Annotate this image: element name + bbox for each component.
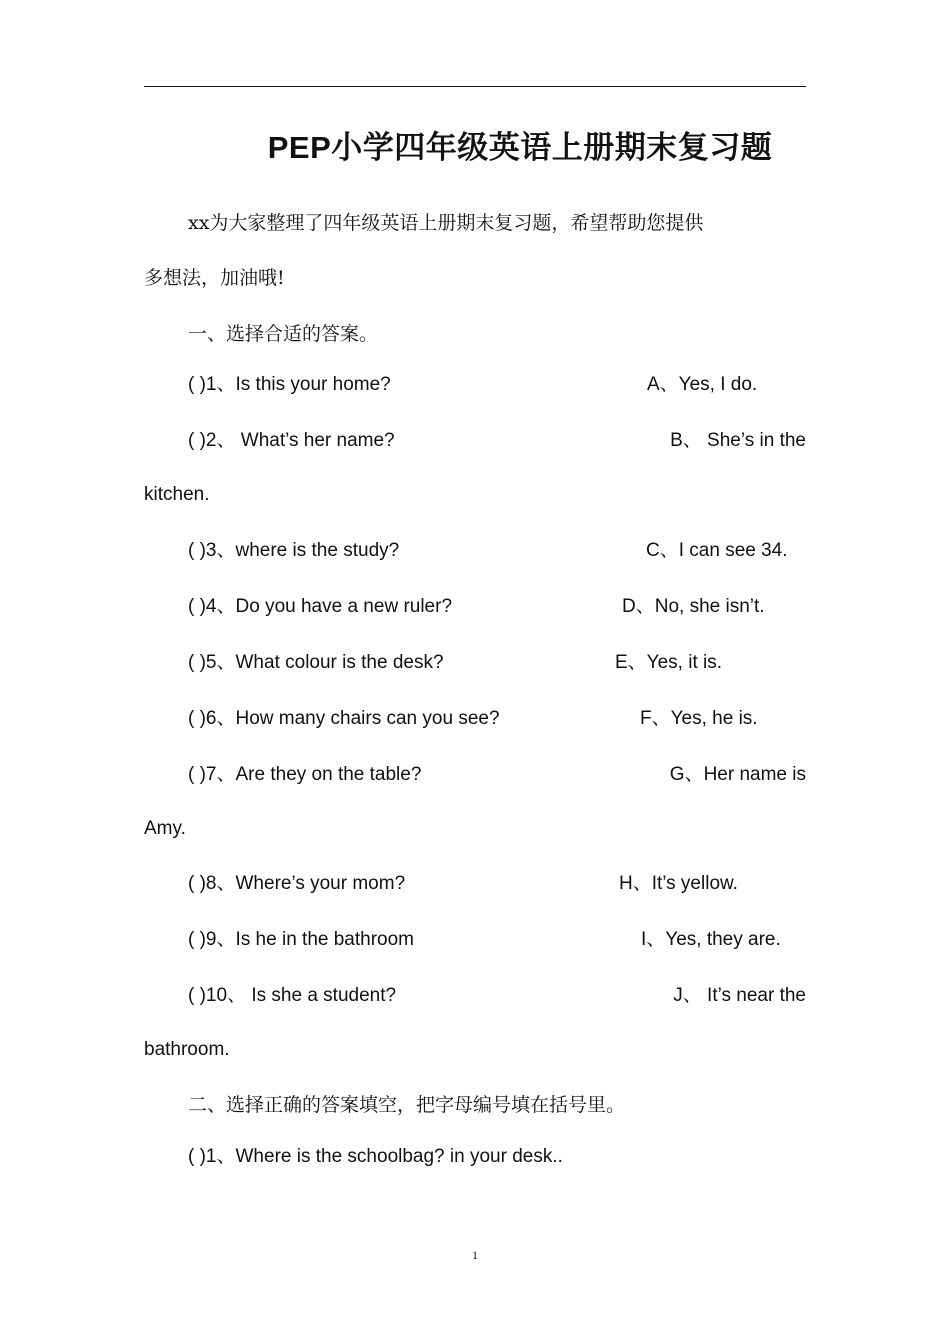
section1-heading: 一、选择合适的答案。 [188,323,379,345]
question-text: ( )7、Are they on the table? [188,764,422,785]
answer-text: E、Yes, it is. [615,652,723,673]
intro-line-2: 多想法，加油哦! [144,267,285,289]
header-rule [144,86,806,87]
answer-continuation: kitchen. [144,484,210,505]
question-text: ( )4、Do you have a new ruler? [188,596,453,617]
answer-text: G、Her name is [669,764,806,785]
answer-text: J、 It’s near the [673,985,806,1006]
answer-continuation: bathroom. [144,1039,230,1060]
question-text: ( )2、 What’s her name? [188,430,395,451]
answer-text: I、Yes, they are. [641,929,781,950]
question-text: ( )3、where is the study? [188,540,400,561]
answer-text: F、Yes, he is. [640,708,758,729]
list-item: ( )1、Where is the schoolbag? in your desk.. [188,1146,563,1167]
question-text: ( )9、Is he in the bathroom [188,929,414,950]
question-text: ( )5、What colour is the desk? [188,652,444,673]
page-title: PEP小学四年级英语上册期末复习题 [267,130,773,165]
answer-text: H、It’s yellow. [619,873,738,894]
answer-text: D、No, she isn’t. [622,596,765,617]
question-text: ( )1、Is this your home? [188,374,391,395]
section2-heading: 二、选择正确的答案填空，把字母编号填在括号里。 [188,1094,626,1116]
question-text: ( )6、How many chairs can you see? [188,708,500,729]
answer-continuation: Amy. [144,818,186,839]
question-text: ( )10、 Is she a student? [188,985,397,1006]
page-number: 1 [472,1248,478,1262]
answer-text: C、I can see 34. [646,540,788,561]
answer-text: B、 She’s in the [670,430,806,451]
intro-line-1: xx为大家整理了四年级英语上册期末复习题，希望帮助您提供 [188,212,704,234]
answer-text: A、Yes, I do. [647,374,758,395]
question-text: ( )8、Where’s your mom? [188,873,406,894]
